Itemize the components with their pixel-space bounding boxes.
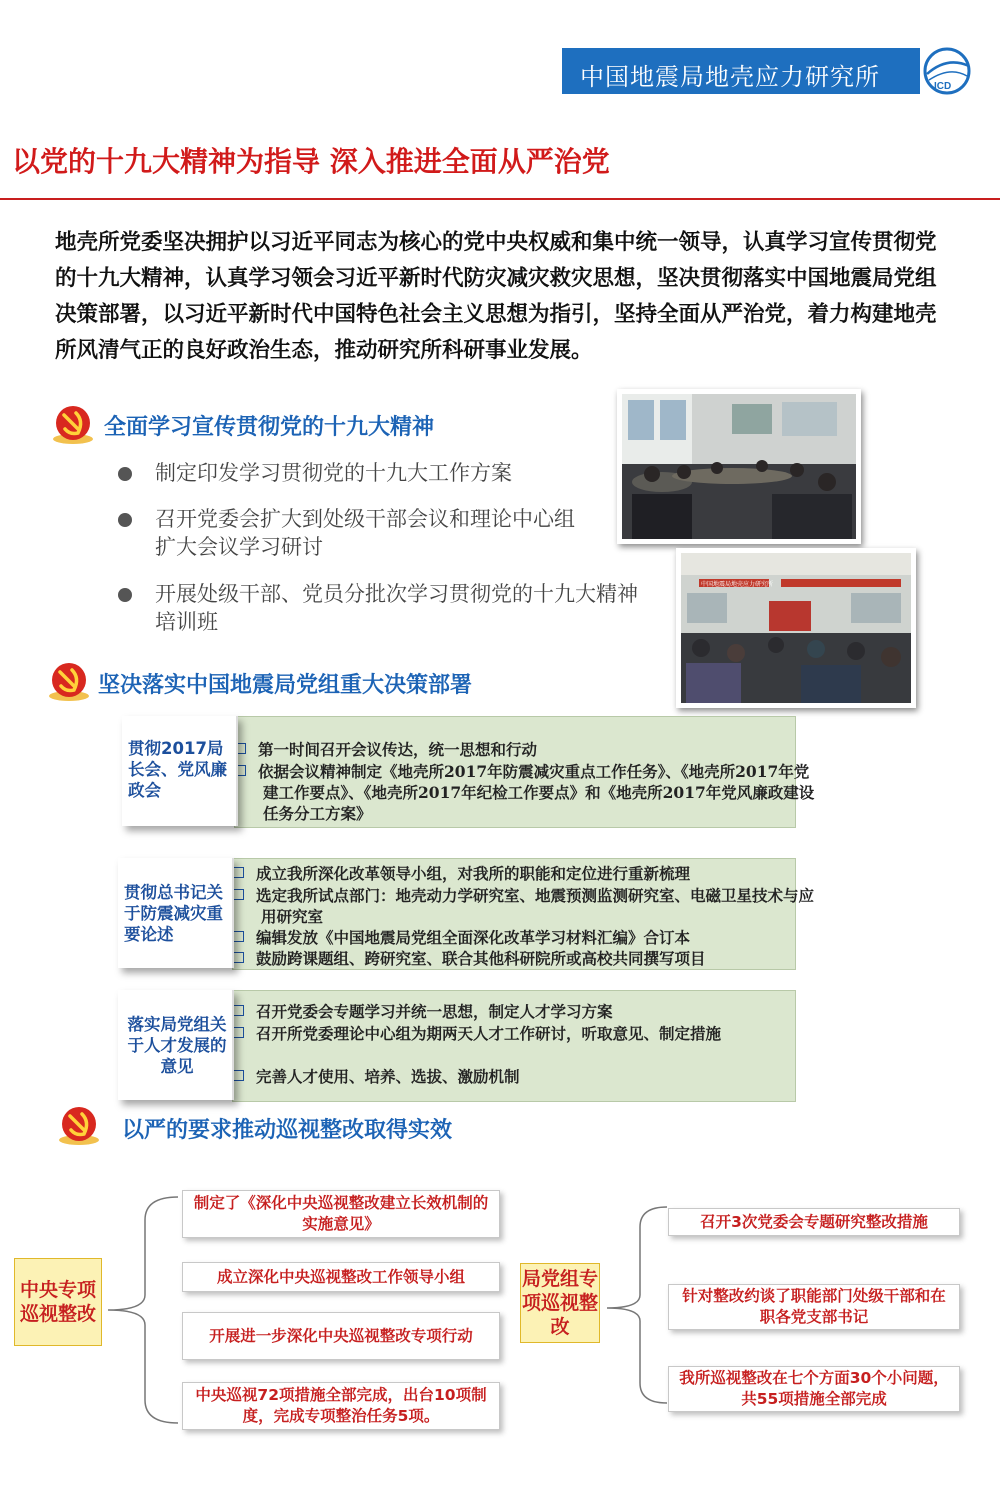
policy-item: 召开所党委理论中心组为期两天人才工作研讨，听取意见、制定措施 (233, 1023, 813, 1044)
section1-bullet: 制定印发学习贯彻党的十九大工作方案 (155, 461, 512, 485)
policy-item: 召开党委会专题学习并统一思想，制定人才学习方案 (233, 1001, 789, 1022)
policy-details-1 (234, 716, 815, 828)
checkbox-icon (233, 952, 244, 963)
policy-item: 成立我所深化改革领导小组，对我所的职能和定位进行重新梳理 (233, 863, 789, 884)
party-emblem-icon (46, 660, 92, 702)
section1-bullet: 开展处级干部、党员分批次学习贯彻党的十九大精神培训班 (155, 582, 638, 634)
policy-details-3 (232, 990, 796, 1102)
checkbox-icon (233, 1027, 244, 1038)
meeting-photo-1 (617, 389, 861, 544)
party-emblem-icon (56, 1104, 102, 1146)
meeting-photo-2 (676, 548, 916, 708)
party-emblem-icon (50, 403, 96, 445)
bureau-inspection-item: 召开3次党委会专题研究整改措施 (668, 1208, 960, 1236)
institute-logo-icon (920, 44, 976, 98)
bureau-inspection-box: 局党组专项巡视整改 (520, 1263, 600, 1343)
central-inspection-box: 中央专项巡视整改 (14, 1258, 102, 1346)
intro-paragraph: 地壳所党委坚决拥护以习近平同志为核心的党中央权威和集中统一领导，认真学习宣传贯彻党的十九大精神，认真学习领会习近平新时代防灾减灾救灾思想，坚决贯彻落实中国地震局党组决策部署，以习近平新时代中国特色社会主义思想为指引，坚持全面从严治党，着力构建地壳所风清气正的良好政治生态，推动研究所科研事业发展。 (55, 230, 937, 363)
policy-item: 选定我所试点部门：地壳动力学研究室、地震预测监测研究室、电磁卫星技术与应用研究室 (233, 885, 815, 927)
central-inspection-item: 开展进一步深化中央巡视整改专项行动 (182, 1312, 500, 1360)
section1-heading: 全面学习宣传贯彻党的十九大精神 (104, 415, 435, 440)
policy-label-2: 贯彻总书记关于防震减灾重要论述 (118, 858, 234, 968)
svg-text:ICD: ICD (934, 81, 952, 92)
checkbox-icon (233, 889, 244, 900)
checkbox-icon (233, 1070, 244, 1081)
svg-text:中国地震局地壳应力研究所: 中国地震局地壳应力研究所 (701, 581, 774, 588)
right-bracket (605, 1205, 675, 1405)
checkbox-icon (233, 931, 244, 942)
checkbox-icon (233, 1005, 244, 1016)
bullet-icon (118, 467, 132, 481)
section1-bullet: 召开党委会扩大到处级干部会议和理论中心组扩大会议学习研讨 (155, 507, 575, 559)
central-inspection-item: 成立深化中央巡视整改工作领导小组 (182, 1262, 500, 1292)
policy-item: 第一时间召开会议传达，统一思想和行动 (235, 739, 789, 760)
policy-item: 编辑发放《中国地震局党组全面深化改革学习材料汇编》合订本 (233, 927, 789, 948)
bureau-inspection-item: 针对整改约谈了职能部门处级干部和在职各党支部书记 (668, 1284, 960, 1330)
bullet-icon (118, 513, 132, 527)
policy-item: 完善人才使用、培养、选拔、激励机制 (233, 1066, 789, 1087)
policy-item: 依据会议精神制定《地壳所2017年防震减灾重点工作任务》、《地壳所2017年党建工作要点》、《地壳所2017年纪检工作要点》和《地壳所2017年党风廉政建设任务分工方案》 (235, 761, 815, 824)
policy-details-2 (232, 858, 815, 970)
policy-label-3: 落实局党组关于人才发展的意见 (118, 990, 234, 1100)
bullet-icon (118, 588, 132, 602)
page-title: 以党的十九大精神为指导 深入推进全面从严治党 (12, 145, 610, 178)
central-inspection-item: 制定了《深化中央巡视整改建立长效机制的实施意见》 (182, 1190, 500, 1238)
checkbox-icon (233, 867, 244, 878)
section3-heading: 以严的要求推动巡视整改取得实效 (122, 1118, 453, 1143)
left-bracket (100, 1195, 190, 1425)
title-divider (0, 198, 1000, 200)
bureau-inspection-item: 我所巡视整改在七个方面30个小问题，共55项措施全部完成 (668, 1366, 960, 1412)
section2-heading: 坚决落实中国地震局党组重大决策部署 (98, 673, 473, 698)
policy-item: 鼓励跨课题组、跨研究室、联合其他科研院所或高校共同撰写项目 (233, 948, 793, 969)
org-name: 中国地震局地壳应力研究所 (580, 63, 880, 91)
policy-label-1: 贯彻2017局长会、党风廉政会 (122, 716, 238, 826)
central-inspection-item: 中央巡视72项措施全部完成，出台10项制度，完成专项整治任务5项。 (182, 1382, 500, 1430)
